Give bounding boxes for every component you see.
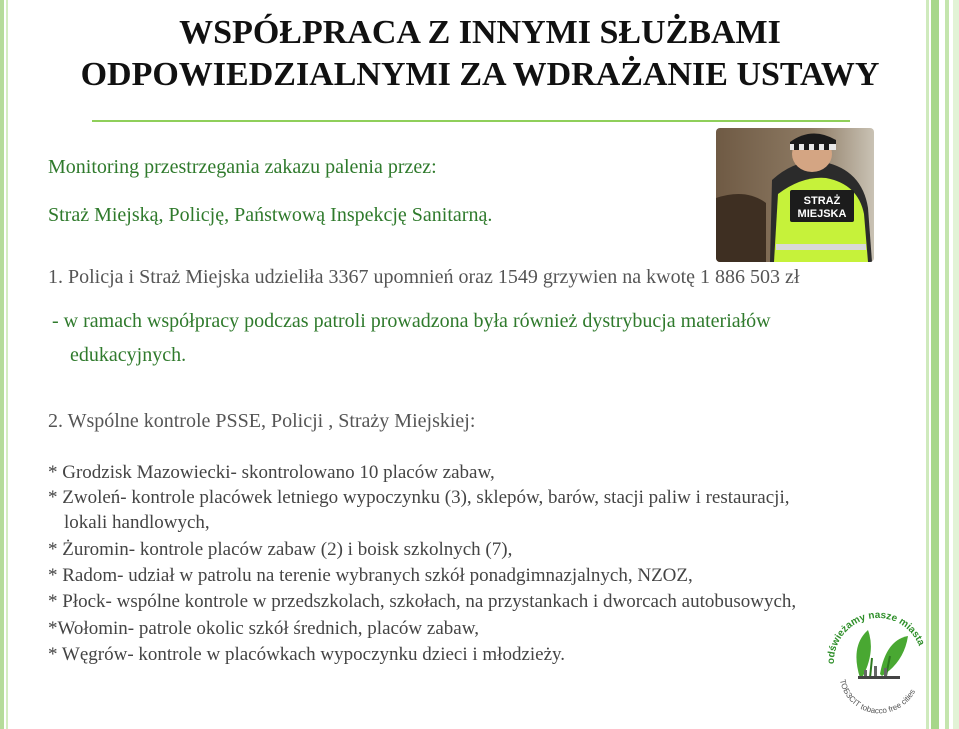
point1-dash-line2: edukacyjnych. bbox=[70, 344, 187, 366]
list-item-grodzisk: * Grodzisk Mazowiecki- skontrolowano 10 placów zabaw, bbox=[48, 462, 495, 483]
point1-dash-line1: - w ramach współpracy podczas patroli prowadzona była również dystrybucja materiałów bbox=[52, 310, 771, 332]
list-item-zuromin: * Żuromin- kontrole placów zabaw (2) i boisk szkolnych (7), bbox=[48, 539, 513, 560]
list-item-zwolen-cont: lokali handlowych, bbox=[64, 512, 210, 533]
vest-text-line2: MIEJSKA bbox=[797, 208, 847, 220]
list-item-wolomin: *Wołomin- patrole okolic szkół średnich, placów zabaw, bbox=[48, 618, 479, 639]
list-item-plock: * Płock- wspólne kontrole w przedszkolach, szkołach, na przystankach i dworcach autobusowych, bbox=[48, 591, 797, 612]
vest-text-line1: STRAŻ bbox=[803, 195, 841, 207]
list-item-zwolen: * Zwoleń- kontrole placówek letniego wypoczynku (3), sklepów, barów, stacji paliw i restauracji, bbox=[48, 487, 790, 508]
logo-arc-bottom: ТОБЗСІТ tobacco free cities bbox=[837, 678, 918, 716]
slide-title-line2: ODPOWIEDZIALNYMI ZA WDRAŻANIE USTAWY bbox=[80, 56, 880, 93]
logo-arc-top: odświeżamy nasze miasta bbox=[825, 609, 927, 665]
list-item-radom: * Radom- udział w patrolu na terenie wybranych szkół ponadgimnazjalnych, NZOZ, bbox=[48, 565, 693, 586]
left-border-stripe bbox=[0, 0, 4, 729]
right-border-stripe bbox=[953, 0, 959, 729]
city-guard-photo bbox=[716, 128, 874, 262]
right-border-stripe bbox=[931, 0, 939, 729]
list-item-wegrow: * Węgrów- kontrole w placówkach wypoczynku dzieci i młodzieży. bbox=[48, 644, 566, 665]
left-border-stripe-inner bbox=[6, 0, 8, 729]
monitoring-intro: Monitoring przestrzegania zakazu palenia przez: bbox=[48, 156, 437, 178]
slide-title bbox=[40, 12, 920, 96]
tobacco-free-cities-logo bbox=[822, 600, 932, 718]
right-border-stripe bbox=[945, 0, 949, 729]
slide-title-line1: WSPÓŁPRACA Z INNYMI SŁUŻBAMI bbox=[179, 14, 781, 51]
monitoring-services: Straż Miejską, Policję, Państwową Inspekcję Sanitarną. bbox=[48, 204, 493, 226]
point1-text: 1. Policja i Straż Miejska udzieliła 3367 upomnień oraz 1549 grzywien na kwotę 1 886 503 zł bbox=[48, 266, 800, 288]
tobacco-free-cities-logo-graphic bbox=[822, 600, 932, 718]
title-divider bbox=[92, 120, 850, 122]
city-guard-illustration bbox=[716, 128, 874, 262]
point2-heading: 2. Wspólne kontrole PSSE, Policji , Straży Miejskiej: bbox=[48, 410, 476, 432]
